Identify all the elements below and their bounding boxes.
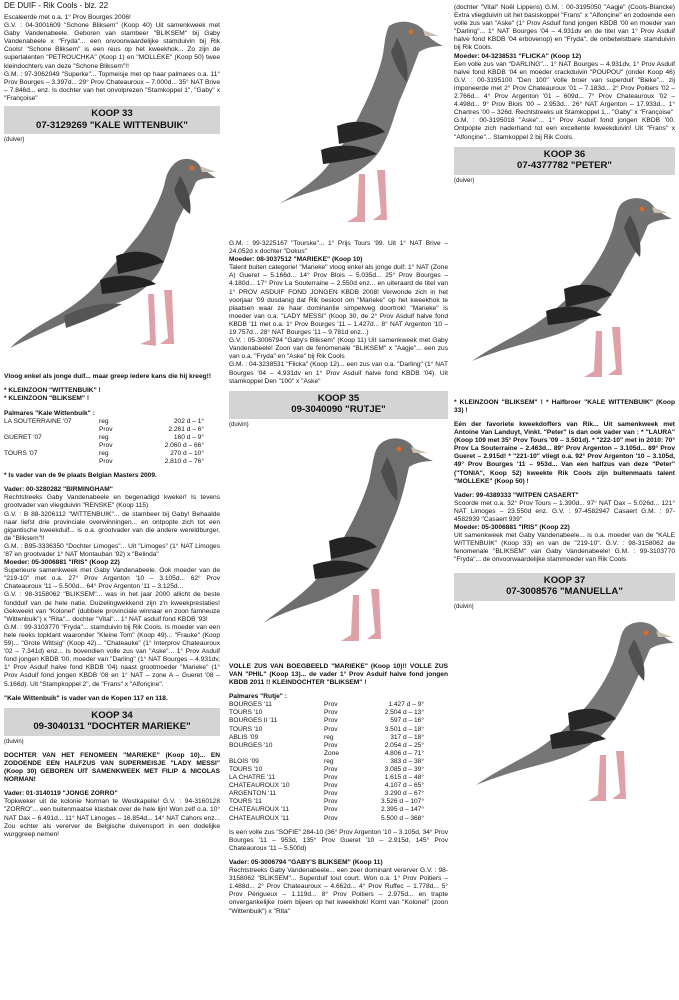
gm-aske: G.M. : 00-3195018 "Aske"... 1° Prov Asduif fond jongen KBDB '00. Ontpopte zich naderhand tot een excellente kweekduivin! Uit "Frans" x "Alfonçine"... Stamkoppel 2 bij Rik Cools. xyxy=(454,117,675,141)
koop-36-banner xyxy=(454,147,675,175)
koop-33-banner xyxy=(4,106,220,134)
palmares-row: TOURS '10 Prov 2.504 d – 13° xyxy=(229,709,424,717)
koop-35-banner xyxy=(229,391,448,419)
belgian-masters-note: * Is vader van de 9e plaats Belgian Masters 2009. xyxy=(4,472,157,480)
gm-flicka: G.M. : 04-3238531 "Flicka" (Koop 12)... een zus van o.a. "Darling" (1° NAT Bourges '04 – 4.931dv en 1° Prov Asduif halve fond KBDB '04). Uit stamkoppel Den "100" x "Aske" xyxy=(229,361,448,385)
palmares-row: Prov 2.810 d – 76° xyxy=(99,458,204,466)
palmares-row: ARGENTON '11 Prov 3.290 d – 67° xyxy=(229,790,424,798)
intro-gv: G.V. : 04-3001609 "Schone Bliksem" (Koop 40) Uit samenkweek met Gaby Vandenabeele. Geboren van stambeer "BLIKSEM" bij Gaby Vandenabeele x "Fryda"... een onvoorwaardelijke stamduivin bij Rik Cools! "Schone Bliksem" is een reus op het kweekhok... Zo zijn de supertalenten "PETROUCHKA" (Koop 1) en "MOLLEKE" (Koop 50) twee kleindochters van deze "Schone Bliksem"!! xyxy=(4,22,220,70)
pigeon-photo-koop-37 xyxy=(454,611,675,823)
palmares-title-koop-35: Palmares "Rutje" : xyxy=(229,693,287,701)
gv-wittenbuik: G.V. : B 88-3206112 "WITTENBUIK"... de stambeer bij Gaby! Behaalde naar liefst drie provinciale overwinningen... en ontpopte zich tot een gigantische kweekduif... is o.a. grootvader van die andere wereldburger, de "Bliksem"!! xyxy=(4,510,220,542)
vader-witpen-title: Vader: 99-4389333 "WITPEN CASAERT" xyxy=(454,491,579,499)
koop-36-intro: * KLEINZOON "BLIKSEM" ! * Halfbroer "KALE WITTENBUIK" (Koop 33) ! xyxy=(454,398,675,414)
pigeon-photo-koop-32 xyxy=(229,16,448,238)
gm-tourske: G.M. : 99-3225167 "Tourske"... 1° Prijs Tours '99. Uit 1° NAT Brive – 24.052d x dochter "Dokus" xyxy=(229,240,448,256)
kleinzoon-line-1: * KLEINZOON "WITTENBUIK" ! xyxy=(4,387,101,395)
palmares-row: CHATEAUROUX '11 Prov 5.500 d – 368° xyxy=(229,814,424,822)
palmares-title-koop-33: Palmares "Kale Wittenbuik" : xyxy=(4,409,95,417)
koop-36-type: (duiver) xyxy=(454,177,475,184)
palmares-row: GUERET '07 reg 160 d – 9° xyxy=(4,433,204,441)
koop-34-intro: DOCHTER VAN HET FENOMEEN "MARIEKE" (Koop 10)... EN ZODOENDE EEN HALFZUS VAN SUPERMEISJE "LADY MESSI" (Koop 30) GEBOREN UIT SAMENKWEEK MET FILIP & NICOLAS NORMAN! xyxy=(4,751,220,784)
palmares-row: BLOIS '09 reg 383 d – 38° xyxy=(229,757,424,765)
koop-37-type: (duivin) xyxy=(454,603,474,610)
koop-37-name: 07-3008576 "MANUELLA" xyxy=(506,586,623,598)
koop-33-tagline: Vloog enkel als jonge duif... maar greep iedere kans die hij kreeg!! xyxy=(4,373,212,381)
koop-35-type: (duivin) xyxy=(229,421,249,428)
koop-35-intro: VOLLE ZUS VAN BOEGBEELD "MARIEKE" (Koop 10)!! VOLLE ZUS VAN "PHIL" (Koop 13)... de vader 1° Prov Asduif halve fond jongen KBDB 2011 !! KLEINDOCHTER "BLIKSEM" ! xyxy=(229,662,448,687)
moeder-flicka-title: Moeder: 04-3238531 "FLICKA" (Koop 12) xyxy=(454,52,582,60)
pigeon-photo-koop-33 xyxy=(4,144,220,372)
vader-birmingham-text: Rechtstreeks Gaby Vandenabeele en begenadigd kweker! Is tevens grootvader van vliegduivin "RENSKE" (Koop 115) xyxy=(4,494,220,510)
pigeon-photo-koop-36 xyxy=(454,185,675,397)
koop-34-banner xyxy=(4,708,220,736)
page-header: DE DUIF - Rik Cools - blz. 22 xyxy=(4,1,109,10)
palmares-table-koop-33 xyxy=(4,418,204,467)
koop-36-text: Eén der favoriete kweekdoffers van Rik... Uit samenkweek met Antoine Van Landuyt, Vinkt. "Peter" is dan ook vader van : * "LAURA" (Koop 109 met 35° Prov Tours '09 – 3.501d). * "222-10" met in 2010: 70° Prov La Souterraine – 2.463d... 89° Prov Argenton – 3.105d... 89° Prov Gueret – 2.915d! * "221-10" vliegt o.a. 92° Prov Argenton '10 – 3.105d, 49° Prov Bourges '11 – 953d... Van een halfzus van deze "Peter" ("TONIA", Koop 52) kweekte Rik Cools zijn buitenmaats talent "MOLLEKE" (Koop 50) ! xyxy=(454,420,675,485)
palmares-row: TOURS '10 Prov 3.085 d – 39° xyxy=(229,766,424,773)
column-middle xyxy=(229,16,448,916)
koop-34-text: Topkweker uit de kolonie Norman te Westkapelle! G.V. : 94-3160128 "ZORRO"... een buitenmaatse klasbak over de hele lijn! Won zelf o.a. 10° NAT Dax – 6.491d... 11° NAT Limoges – 16.854d... 14° NAT Cahors enz... Zou echter als vererver de Belgische duivensport in een dodelijke wurggreep nemen! xyxy=(4,798,220,838)
palmares-row: Zone 4.806 d – 71° xyxy=(324,749,424,757)
moeder-iris-text-koop-36: Uit samenkweek met Gaby Vandenabeele... is o.a. moeder van de "KALE WITTENBUIK" (Koop 33) en van de "219-10". G.V. : 98-3158062 de fenomenale "BLIKSEM" van Gaby Vandenabeele! G.M. : 99-3103770 "Fryda"... de onvoorwaardelijke stammoeder van Rik Cools xyxy=(454,532,675,564)
palmares-row: BOURGES II '11 Prov 597 d – 16° xyxy=(229,717,424,725)
palmares-row: Prov 2.261 d – 6° xyxy=(99,425,204,433)
volle-zus-sofie: Is een volle zus "SOFIE" 284-10 (36° Prov Argenton '10 – 3.105d, 34° Prov Bourges '11 – 953d, 135° Prov Gueret '10 – 2.915d, 145° Prov Chateauroux '11 – 5.500d) xyxy=(229,828,448,852)
moeder-flicka-text: Een volle zus van "DARLING"... 1° NAT Bourges – 4.931dv, 1° Prov Asduif halve fond KBDB '04 en moeder crackduivin "POUPOU" (onder Koop 46) G.V. : 00-3195100 "Den 100" Volle broer van superduif "Bieke"... zij imponeerde met 2° Prov Chateauroux '01 – 7.183d... 2° Prov Poitiers '02 – 2.766d... 4° Prov Argenton '01 – 609d... 7° Prov Chateauroux '02 – 4.498d... 9° Prov Blois '00 – 2.953d... 26° NAT Argenton – 17.933d... 1° Chartres '00 – 326d. Rechtstreeks uit Stamkoppel 1... "Gaby" x "Françoise" xyxy=(454,60,675,117)
palmares-row: CHATEAUROUX '11 Prov 2.395 d – 147° xyxy=(229,806,424,814)
gm-dochter-limoges: G.M. : B95-3336350 "Dochter Limoges"... Uit "Limoges" (1° NAT Limoges '87 en grootvader 1° NAT Montauban '92) x "Belinda" xyxy=(4,542,220,558)
vader-gabys-bliksem-title: Vader: 05-3006794 "GABY'S BLIKSEM" (Koop 11) xyxy=(229,858,383,866)
palmares-row: BOURGES '11 Prov 1.427 d – 9° xyxy=(229,701,424,709)
palmares-row: LA CHATRE '11 Prov 1.615 d – 48° xyxy=(229,774,424,782)
column-right xyxy=(454,4,675,823)
gm-aagje: (dochter "Vital" Noël Lippens) G.M. : 00-3195050 "Aagje" (Cools-Blancke) Extra vliegduivin uit het basiskoppel "Frans" x "Alfonçine" en zodoende een volle zus van "Aske" (1° Prov Asduif fond jongen KBDB '00 en moeder van "Darling"... 1° NAT Bourges '04 – 4.931dv en de titel van 1° Prov Asduif halve fond KBDB '04 erbovenop) en "Fryda", de onbetwistbare stamduivin bij Rik Cools. xyxy=(454,4,675,52)
koop-34-vader-title: Vader: 01-3140119 "JONGE ZORRO" xyxy=(4,790,118,798)
kale-wittenbuik-note: "Kale Wittenbuik" is vader van de Kopen 117 en 118. xyxy=(4,694,168,702)
palmares-row: TOURS '07 reg 270 d – 10° xyxy=(4,449,204,457)
koop-33-name: 07-3129269 "KALE WITTENBUIK" xyxy=(36,119,188,131)
koop-34-name: 09-3040131 "DOCHTER MARIEKE" xyxy=(33,721,191,733)
koop-33-number: KOOP 33 xyxy=(91,108,133,120)
koop-35-name: 09-3040090 "RUTJE" xyxy=(291,404,386,416)
koop-34-number: KOOP 34 xyxy=(91,709,133,721)
palmares-row: BOURGES '10 Prov 2.054 d – 25° xyxy=(229,741,424,749)
moeder-iris-text: Superieure samenkweek met Gaby Vandenabeele. Ook moeder van de "219-10" met o.a. 27° Prov Argenton '10 – 3.105d... 62° Prov Chateauroux '11 – 5.500d... 64° Prov Argenton '11 – 3.125d... xyxy=(4,567,220,591)
palmares-row: CHATEAUROUX '10 Prov 4.107 d – 65° xyxy=(229,782,424,790)
moeder-iris-title-koop-36: Moeder: 05-3006881 "IRIS" (Koop 22) xyxy=(454,524,570,532)
intro-gm: G.M. : 97-3062049 "Superke"... Topmeisje met op haar palmares o.a. 11° Prov Bourges – 3.397d... 29° Prov Chateauroux – 7.000d... 35° NAT Brive – 7.846d... enz. Is dochter van het onvolprezen "Stamkoppel 1", "Gaby" x "Françoise" xyxy=(4,70,220,102)
kleinzoon-line-2: * KLEINZOON "BLIKSEM" ! xyxy=(4,395,90,403)
vader-gabys-bliksem-text: Rechtstreeks Gaby Vandenabeele... een zeer dominant vererver G.V. : 98-3158062 "BLIKSEM"... Superduif tout court. Won o.a. 1° Prov Poitiers – 1.488d... 2° Prov Chateauroux – 4.662d... 4° Prov Ruffec – 1.778d... 5° Prov Périgueux – 1.119d... 8° Prov Poitiers – 2.975d... en trapte onvergankelijke roem bijeen op het kweekhok! Komt van "Kolonel" (zoon "Wittenbuik") x "Rita" xyxy=(229,867,448,915)
palmares-row: Prov 2.060 d – 66° xyxy=(99,441,204,449)
gv-bliksem: G.V. : 98-3158062 "BLIKSEM"... was in het jaar 2000 allicht de beste fondduif van de hele natie. Duizelingwekkend zijn z'n kweekprestaties! Gekweekt van "Kolonel" (dubbele provinciale winnaar en zoon famneuze "Wittenbuik") x "Rita"... dochter "Vital"... 1° NAT asduif fond KBDB '93! xyxy=(4,591,220,623)
gv-gabys-bliksem: G.V. : 05-3006794 "Gaby's Bliksem" (Koop 11) Uit samenkweek met Gaby Vandenabeele! Zoon van de fenomenale "BLIKSEM" x "Aagje"... een zus van o.a. "Fryda" en "Aske" bij Rik Cools xyxy=(229,337,448,361)
koop-37-number: KOOP 37 xyxy=(543,574,586,586)
palmares-row: TOURS '11 Prov 3.526 d – 107° xyxy=(229,798,424,806)
palmares-row: ABLIS '09 reg 317 d – 18° xyxy=(229,733,424,741)
koop-36-number: KOOP 36 xyxy=(543,148,586,160)
moeder-marieke-title: Moeder: 08-3037512 "MARIEKE" (Koop 10) xyxy=(229,256,363,264)
palmares-row: LA SOUTERRAINE '07 reg 202 d – 1° xyxy=(4,417,204,425)
koop-35-number: KOOP 35 xyxy=(317,392,360,404)
pigeon-photo-koop-35 xyxy=(229,429,448,661)
koop-37-banner xyxy=(454,573,675,601)
column-left xyxy=(4,14,220,839)
palmares-table-koop-35 xyxy=(229,701,424,822)
koop-36-name: 07-4377782 "PETER" xyxy=(517,160,612,172)
vader-birmingham-title: Vader: 00-3280282 "BIRMINGHAM" xyxy=(4,486,113,494)
palmares-row: TOURS '10 Prov 3.501 d – 18° xyxy=(229,725,424,733)
koop-33-type: (duiver) xyxy=(4,137,25,144)
moeder-iris-title: Moeder: 05-3006881 "IRIS" (Koop 22) xyxy=(4,559,120,567)
intro-escaleerde: Escaleerde met o.a. 1° Prov Bourges 2006! xyxy=(4,14,131,21)
gm-fryda: G.M. : 99-3103770 "Fryda"... stamduivin bij Rik Cools. Is moeder van een hele reeks topklant waaronder "Kleine Tom" (Koop 49)... "Frauke" (Koop 59)... "Grote Wittsig" (Koop 42)... "Chateauke" (1° Interprov Chateauroux '02 – 7.341d) enz... Is bovendien volle zus van "Aske"... 1° Prov Asduif fond jongen KBDB '00, moeder van "Darling" (1° NAT Bourges – 4.931dv, 1° Prov Asduif halve fond KBDB '04) naast grootmoeder "Marieke" (1° Prov Asduif fond jongen KBDB '08 en 1° NAT – zone A – Gueret '08 – 5.166d). Uit "Stampkoppel 2", de "Frans" x "Alfonçine". xyxy=(4,623,220,688)
koop-34-type: (duivin) xyxy=(4,738,24,745)
vader-witpen-text: Scoorde met o.a. 32° Prov Tours – 1.390d... 97° NAT Dax – 5.026d... 121° NAT Limoges – 23.550d enz. G.V. : 97-4582947 Casaert G.M. : 97-4582939 "Casaert 939" xyxy=(454,499,675,523)
moeder-marieke-text: Talent buiten categorie! "Marieke" vloog enkel als jonge duif: 1° NAT (Zone A) Gueret – 5.166d... 14° Prov Blois – 5.035d... 25° Prov Bourges – 4.180d... 17° Prov La Souterraine – 2.550d enz... en uiteraard de titel van 1° PROV ASDUIF FOND JONGEN KBDB 2008! Verwonde zich in het voorjaar '09 dusdanig dat Rik besloot om "Marieke" op het kweekhok te plaatsen waar ze haar dominantie simpelweg doortrok! "Marieke" is moeder van o.a. "LADY MESSI" (Koop 30, de 2° Prov Asduif halve fond KBDB '11 met o.a. 1° Prov Bourges '11 – 1.427d... 8° NAT Argenton '10 – 19.757d... 28° NAT Bourges '11 – 9.781d enz...) xyxy=(229,264,448,337)
